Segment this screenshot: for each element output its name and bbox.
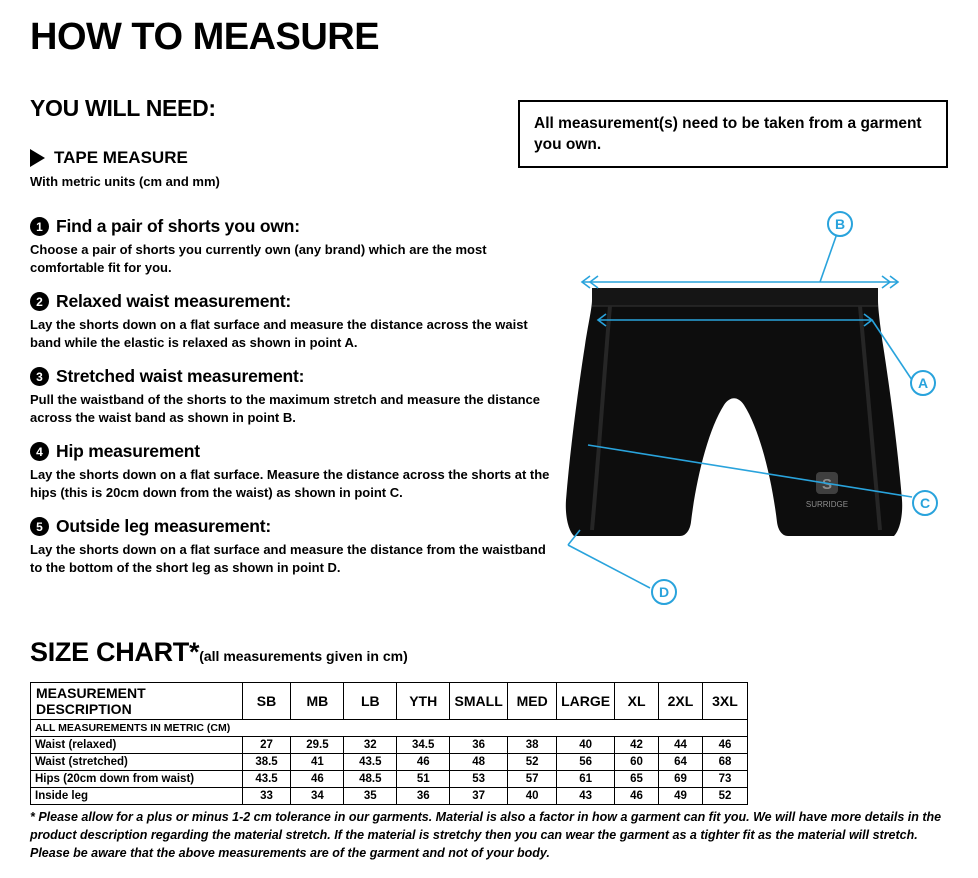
cell-value: 38.5 — [242, 754, 291, 771]
cell-value: 43.5 — [344, 754, 397, 771]
step-body: Choose a pair of shorts you currently own (any brand) which are the most comfortable fit for you. — [30, 242, 487, 275]
cell-value: 40 — [508, 788, 557, 805]
step-item — [30, 516, 550, 576]
col-header-3xl: 3XL — [702, 683, 747, 720]
cell-value: 60 — [615, 754, 659, 771]
cell-value: 37 — [450, 788, 508, 805]
cell-value: 73 — [702, 771, 747, 788]
step-title: Find a pair of shorts you own: — [56, 216, 300, 236]
col-header-2xl: 2XL — [659, 683, 703, 720]
cell-value: 33 — [242, 788, 291, 805]
cell-value: 46 — [397, 754, 450, 771]
cell-value: 38 — [508, 737, 557, 754]
cell-value: 51 — [397, 771, 450, 788]
shorts-illustration-svg — [520, 200, 960, 630]
col-header-yth: YTH — [397, 683, 450, 720]
table-row — [31, 771, 748, 788]
footnote: * Please allow for a plus or minus 1-2 cm tolerance in our garments. Material is also a factor in how a garment can fit you. We will have more details in the product description regarding the material stretch. If the material is stretchy then you can wear the garment as a tighter fit as the material will stretch. Please be aware that the above measurements are of the garment and not of your body. — [30, 810, 942, 861]
step-title: Relaxed waist measurement: — [56, 291, 292, 312]
measure-line-d — [568, 530, 650, 588]
step-body: Lay the shorts down on a flat surface and measure the distance across the waist band while the elastic is relaxed as shown in point A. — [30, 317, 528, 350]
table-row-metric-note — [31, 720, 748, 737]
size-chart-title-note: (all measurements given in cm) — [199, 648, 408, 664]
tape-measure-label: TAPE MEASURE — [54, 148, 188, 167]
cell-value: 56 — [557, 754, 615, 771]
svg-text:S: S — [821, 476, 833, 493]
col-header-med: MED — [508, 683, 557, 720]
step-title: Stretched waist measurement: — [56, 366, 305, 387]
shorts-body-shape — [566, 288, 902, 536]
cell-value: 34 — [291, 788, 344, 805]
step-title: Outside leg measurement: — [56, 516, 271, 537]
step-item — [30, 441, 550, 501]
cell-value: 41 — [291, 754, 344, 771]
cell-value: 34.5 — [397, 737, 450, 754]
size-chart-title — [30, 637, 408, 668]
size-chart-title-text: SIZE CHART* — [30, 637, 200, 667]
cell-value: 43.5 — [242, 771, 291, 788]
row-label: Inside leg — [31, 788, 243, 805]
measure-line-b — [582, 225, 898, 288]
step-header — [30, 441, 550, 462]
cell-value: 48 — [450, 754, 508, 771]
row-label: Waist (relaxed) — [31, 737, 243, 754]
step-header — [30, 291, 550, 312]
col-header-mb: MB — [291, 683, 344, 720]
col-header-description: MEASUREMENT DESCRIPTION — [31, 683, 243, 720]
waistband-shape — [592, 288, 878, 306]
cell-value: 61 — [557, 771, 615, 788]
size-chart-table — [30, 682, 748, 805]
step-header — [30, 366, 550, 387]
cell-value: 68 — [702, 754, 747, 771]
step-body: Lay the shorts down on a flat surface and measure the distance from the waistband to the bottom of the short leg as shown in point D. — [30, 542, 546, 575]
cell-value: 46 — [702, 737, 747, 754]
cell-value: 42 — [615, 737, 659, 754]
col-header-sb: SB — [242, 683, 291, 720]
cell-value: 57 — [508, 771, 557, 788]
cell-value: 69 — [659, 771, 703, 788]
cell-value: 52 — [508, 754, 557, 771]
col-header-small: SMALL — [450, 683, 508, 720]
table-row — [31, 737, 748, 754]
step-item — [30, 291, 550, 351]
metric-note-cell: ALL MEASUREMENTS IN METRIC (CM) — [31, 720, 748, 737]
cell-value: 65 — [615, 771, 659, 788]
tape-measure-note: With metric units (cm and mm) — [30, 174, 220, 189]
callout-badge-d: D — [651, 579, 677, 605]
cell-value: 46 — [291, 771, 344, 788]
cell-value: 52 — [702, 788, 747, 805]
brand-name: SURRIDGE — [805, 500, 849, 509]
table-header-row — [31, 683, 748, 720]
measurement-note-box: All measurement(s) need to be taken from a garment you own. — [518, 100, 948, 168]
row-label: Waist (stretched) — [31, 754, 243, 771]
step-header — [30, 216, 550, 237]
you-will-need-heading: YOU WILL NEED: — [30, 95, 216, 121]
cell-value: 49 — [659, 788, 703, 805]
cell-value: 53 — [450, 771, 508, 788]
step-item — [30, 216, 550, 276]
cell-value: 44 — [659, 737, 703, 754]
cell-value: 27 — [242, 737, 291, 754]
triangle-bullet-icon — [30, 149, 45, 167]
cell-value: 48.5 — [344, 771, 397, 788]
col-header-lb: LB — [344, 683, 397, 720]
callout-badge-b: B — [827, 211, 853, 237]
step-number-badge: 4 — [30, 442, 49, 461]
steps-list — [30, 216, 550, 591]
step-item — [30, 366, 550, 426]
step-number-badge: 1 — [30, 217, 49, 236]
step-body: Lay the shorts down on a flat surface. Measure the distance across the shorts at the hips (this is 20cm down from the waist) as shown in point C. — [30, 467, 550, 500]
col-header-large: LARGE — [557, 683, 615, 720]
row-label: Hips (20cm down from waist) — [31, 771, 243, 788]
callout-badge-c: C — [912, 490, 938, 516]
cell-value: 36 — [450, 737, 508, 754]
tape-measure-row — [30, 148, 188, 168]
cell-value: 36 — [397, 788, 450, 805]
step-number-badge: 2 — [30, 292, 49, 311]
step-body: Pull the waistband of the shorts to the maximum stretch and measure the distance across the waist band as shown in point B. — [30, 392, 540, 425]
cell-value: 32 — [344, 737, 397, 754]
table-row — [31, 754, 748, 771]
callout-badge-a: A — [910, 370, 936, 396]
cell-value: 43 — [557, 788, 615, 805]
cell-value: 64 — [659, 754, 703, 771]
step-number-badge: 3 — [30, 367, 49, 386]
cell-value: 35 — [344, 788, 397, 805]
cell-value: 29.5 — [291, 737, 344, 754]
step-header — [30, 516, 550, 537]
cell-value: 40 — [557, 737, 615, 754]
cell-value: 46 — [615, 788, 659, 805]
step-title: Hip measurement — [56, 441, 200, 462]
col-header-xl: XL — [615, 683, 659, 720]
table-row — [31, 788, 748, 805]
shorts-diagram — [520, 200, 960, 630]
step-number-badge: 5 — [30, 517, 49, 536]
page-title: HOW TO MEASURE — [30, 16, 380, 58]
